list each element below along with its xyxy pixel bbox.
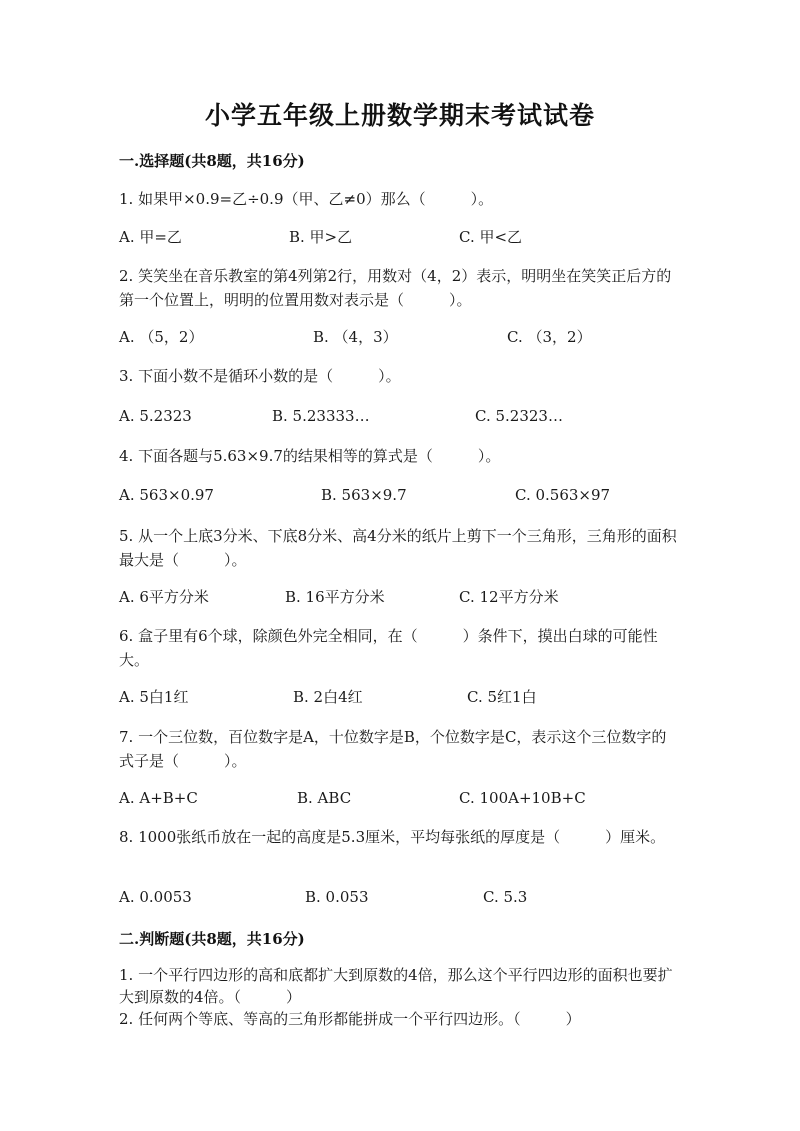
exam-title: 小学五年级上册数学期末考试试卷	[204, 101, 595, 130]
option-3a: A. 5.2323	[119, 407, 192, 425]
question-6: 6. 盒子里有6个球，除颜色外完全相同，在（ ）条件下，摸出白球的可能性大。	[119, 627, 658, 669]
option-6b: B. 2白4红	[293, 688, 363, 706]
option-2a: A. （5，2）	[119, 328, 204, 346]
option-8c: C. 5.3	[483, 888, 528, 906]
option-8b: B. 0.053	[305, 888, 369, 906]
option-2b: B. （4，3）	[313, 328, 398, 346]
section-heading-multiple-choice: 一.选择题(共8题，共16分)	[119, 152, 305, 170]
option-1b: B. 甲>乙	[289, 228, 353, 246]
option-5b: B. 16平方分米	[285, 588, 385, 606]
option-6c: C. 5红1白	[467, 688, 537, 706]
option-3c: C. 5.2323…	[475, 407, 563, 425]
option-5a: A. 6平方分米	[119, 588, 209, 606]
question-4: 4. 下面各题与5.63×9.7的结果相等的算式是（ ）。	[119, 447, 501, 465]
option-7c: C. 100A+10B+C	[459, 789, 586, 807]
question-3: 3. 下面小数不是循环小数的是（ ）。	[119, 367, 401, 385]
option-5c: C. 12平方分米	[459, 588, 559, 606]
option-1c: C. 甲<乙	[459, 228, 523, 246]
question-7: 7. 一个三位数，百位数字是A，十位数字是B，个位数字是C，表示这个三位数字的式子是（ ）。	[119, 728, 667, 770]
question-1: 1. 如果甲×0.9=乙÷0.9（甲、乙≠0）那么（ ）。	[119, 190, 494, 208]
option-4c: C. 0.563×97	[515, 486, 611, 504]
option-1a: A. 甲=乙	[119, 228, 182, 246]
true-false-item-1: 1. 一个平行四边形的高和底都扩大到原数的4倍，那么这个平行四边形的面积也要扩大到原数的4倍。（ ）	[119, 966, 673, 1006]
option-4b: B. 563×9.7	[321, 486, 407, 504]
section-heading-true-false: 二.判断题(共8题，共16分)	[119, 930, 305, 948]
option-8a: A. 0.0053	[119, 888, 192, 906]
option-2c: C. （3，2）	[507, 328, 592, 346]
option-6a: A. 5白1红	[119, 688, 189, 706]
option-4a: A. 563×0.97	[119, 486, 214, 504]
option-7b: B. ABC	[297, 789, 352, 807]
option-7a: A. A+B+C	[119, 789, 198, 807]
question-2: 2. 笑笑坐在音乐教室的第4列第2行，用数对（4，2）表示，明明坐在笑笑正后方的第一个位置上，明明的位置用数对表示是（ ）。	[119, 267, 672, 309]
question-8: 8. 1000张纸币放在一起的高度是5.3厘米，平均每张纸的厚度是（ ）厘米。	[119, 828, 666, 846]
true-false-item-2: 2. 任何两个等底、等高的三角形都能拼成一个平行四边形。（ ）	[119, 1010, 581, 1028]
question-5: 5. 从一个上底3分米、下底8分米、高4分米的纸片上剪下一个三角形，三角形的面积最大是（ ）。	[119, 527, 677, 569]
option-3b: B. 5.23333…	[272, 407, 370, 425]
